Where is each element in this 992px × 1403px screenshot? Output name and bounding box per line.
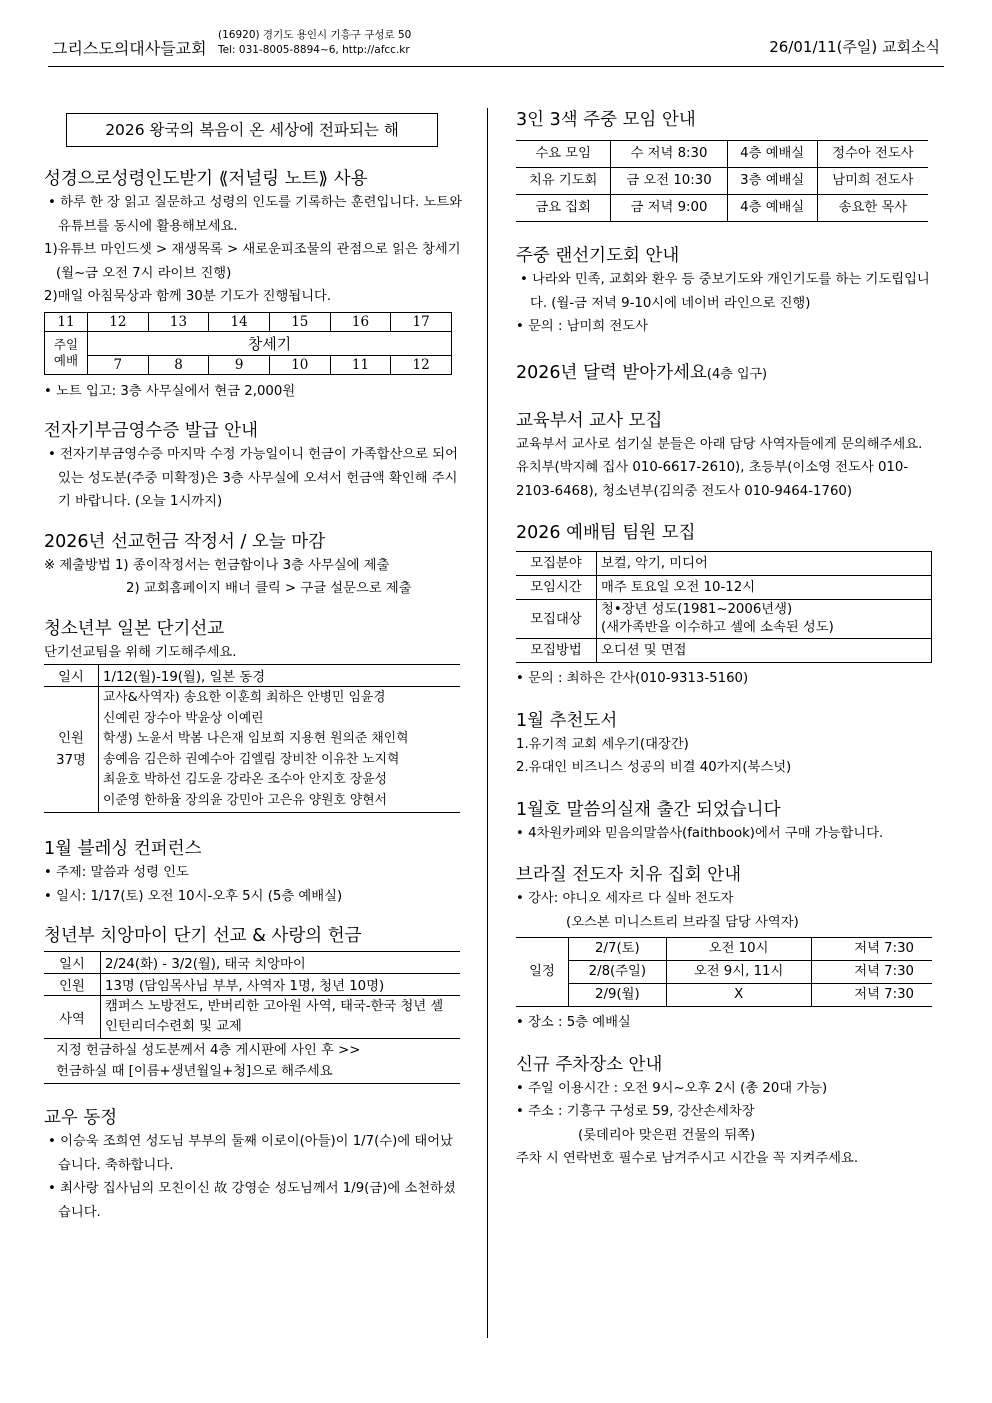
meeting-leader: 남미희 전도사	[817, 168, 928, 195]
books-title: 1월 추천도서	[516, 710, 618, 731]
member-line: 교사&사역자) 송요한 이훈희 최하은 안병민 임윤경	[103, 690, 386, 705]
teachers-title: 교육부서 교사 모집	[516, 410, 663, 431]
meeting-leader: 정수아 전도사	[817, 141, 928, 168]
journaling-line-2: 1)유튜브 마인드셋 > 재생목록 > 새로운피조물의 관점으로 읽은 창세기 (월~금 오전 7시 라이브 진행)	[44, 242, 461, 281]
lantern-prayer-line-2: • 문의 : 남미희 전도사	[516, 319, 648, 334]
chapter-cell: 11	[330, 355, 391, 374]
brazil-evening: 저녁 7:30	[811, 961, 932, 984]
teachers-section	[516, 409, 932, 504]
chiangmai-note-1: 지정 헌금하실 성도분께서 4층 게시판에 사인 후 >>	[56, 1043, 361, 1058]
blessing-title: 1월 블레싱 컨퍼런스	[44, 839, 202, 859]
date-cell: 12	[88, 312, 149, 331]
japan-schedule-value: 1/12(월)-19(월), 일본 동경	[99, 665, 461, 687]
brazil-schedule-row	[516, 938, 932, 961]
blessing-line-2: • 일시: 1/17(토) 오전 10시-오후 5시 (5층 예배실)	[44, 888, 343, 904]
meeting-place: 4층 예배실	[727, 195, 817, 222]
magazine-line-1: • 4차원카페와 믿음의말씀사(faithbook)에서 구매 가능합니다.	[516, 825, 884, 841]
worship-method-label: 모집방법	[516, 639, 597, 663]
blessing-line-1: • 주제: 말씀과 성령 인도	[44, 865, 189, 880]
parking-line-1: • 주일 이용시간 : 오전 9시~오후 2시 (총 20대 가능)	[516, 1080, 828, 1096]
date-cell: 11	[45, 312, 88, 331]
worship-target-line-2: (새가족반을 이수하고 셀에 소속된 성도)	[601, 620, 834, 635]
member-line: 최윤호 박하선 김도윤 강라온 조수아 안지호 장윤성	[103, 772, 388, 787]
receipt-section	[44, 419, 462, 514]
year-theme-banner: 2026 왕국의 복음이 온 세상에 전파되는 해	[66, 113, 438, 147]
meeting-name: 금요 집회	[516, 195, 611, 222]
book-1: 1.유기적 교회 세우기(대장간)	[516, 736, 689, 752]
member-line: 송예음 김은하 권예수아 김엘림 장비찬 이유찬 노지혁	[103, 751, 400, 767]
receipt-title: 전자기부금영수증 발급 안내	[44, 421, 258, 441]
japan-mission-table	[44, 664, 460, 813]
brazil-place: • 장소 : 5층 예배실	[516, 1015, 631, 1030]
church-name: 그리스도의대사들교회	[52, 39, 207, 58]
magazine-title: 1월호 말씀의실재 출간 되었습니다	[516, 799, 781, 820]
brazil-day: 2/8(주일)	[569, 961, 667, 984]
meeting-time: 금 오전 10:30	[611, 168, 727, 195]
mission-pledge-line-2: 2) 교회홈페이지 배너 클릭 > 구글 설문으로 제출	[126, 581, 412, 596]
worship-field-label: 모집분야	[516, 552, 597, 576]
meeting-time: 수 저녁 8:30	[611, 141, 727, 168]
brazil-schedule-table	[516, 937, 932, 1007]
date-cell: 13	[148, 312, 209, 331]
members-news-line-2: • 최사랑 집사님의 모친이신 故 강영순 성도님께서 1/9(금)에 소천하셨습니다.	[48, 1181, 456, 1220]
chiangmai-table	[44, 951, 460, 1084]
worship-team-title: 2026 예배팀 팀원 모집	[516, 523, 696, 543]
meeting-time: 금 저녁 9:00	[611, 195, 727, 222]
teachers-body-2: 유치부(박지혜 집사 010-6617-2610), 초등부(이소영 전도사 010-2103-6468), 청소년부(김의중 전도사 010-9464-1760)	[516, 460, 909, 499]
chapter-cell: 12	[391, 355, 452, 374]
receipt-body: • 전자기부금영수증 마지막 수정 가능일이니 헌금이 가족합산으로 되어 있는 성도분(주중 미확정)은 3층 사무실에 오셔서 헌금액 확인해 주시기 바랍니다. (오늘 1시까지)	[48, 447, 458, 509]
worship-target-line-1: 청•장년 성도(1981~2006년생)	[601, 602, 793, 617]
calendar-title-suffix: (4층 입구)	[706, 366, 768, 382]
meeting-row	[516, 168, 928, 195]
member-line: 이준영 한하율 장의윤 강민아 고은유 양원호 양현서	[103, 792, 388, 808]
journaling-title: 성경으로성령인도받기 ⟪저널링 노트⟫ 사용	[44, 169, 368, 189]
teachers-body-1: 교육부서 교사로 섬기실 분들은 아래 담당 사역자들에게 문의해주세요.	[516, 436, 923, 452]
blessing-section	[44, 837, 462, 908]
journaling-chapters-row	[45, 355, 452, 374]
parking-section	[516, 1053, 932, 1171]
brazil-morning: X	[666, 984, 811, 1007]
meeting-place: 4층 예배실	[727, 141, 817, 168]
journaling-schedule-table	[44, 312, 452, 375]
book-2: 2.유대인 비즈니스 성공의 비결 40가지(북스넛)	[516, 760, 792, 775]
chiangmai-people-label: 인원	[44, 974, 101, 996]
date-cell: 17	[391, 312, 452, 331]
calendar-title-text: 2026년 달력 받아가세요	[516, 362, 707, 383]
chiangmai-people-value: 13명 (담임목사님 부부, 사역자 1명, 청년 10명)	[101, 974, 461, 996]
meeting-row	[516, 195, 928, 222]
mission-pledge-section	[44, 530, 462, 601]
brazil-title: 브라질 전도자 치유 집회 안내	[516, 865, 742, 885]
brazil-day: 2/7(토)	[569, 938, 667, 961]
parking-line-3: (롯데리아 맞은편 건물의 뒤쪽)	[578, 1127, 756, 1143]
japan-schedule-label: 일시	[44, 665, 99, 687]
journaling-section	[44, 167, 462, 403]
parking-title: 신규 주차장소 안내	[516, 1054, 663, 1075]
chiangmai-note-2: 헌금하실 때 [이름+생년월일+청]으로 해주세요	[56, 1064, 333, 1079]
chiangmai-ministry-value: 캠퍼스 노방전도, 반버리한 고아원 사역, 태국-한국 청년 셀인턴리더수련회 및 교제	[101, 996, 461, 1039]
worship-method-value: 오디션 및 면접	[597, 639, 932, 663]
chapter-cell: 10	[269, 355, 330, 374]
members-news-title: 교우 동정	[44, 1108, 118, 1128]
journaling-line-1: • 하루 한 장 읽고 질문하고 성령의 인도를 기록하는 훈련입니다. 노트와 유튜브를 동시에 활용해보세요.	[48, 195, 462, 234]
left-column	[44, 108, 462, 1240]
brazil-schedule-label: 일정	[516, 938, 569, 1007]
brazil-evening: 저녁 7:30	[811, 984, 932, 1007]
column-divider	[487, 108, 488, 1338]
calendar-section	[516, 361, 932, 387]
journaling-dates-row	[45, 312, 452, 331]
chiangmai-section	[44, 924, 462, 1084]
chapter-cell: 8	[148, 355, 209, 374]
chiangmai-offering-note	[44, 1039, 460, 1084]
japan-mission-intro: 단기선교팀을 위해 기도해주세요.	[44, 644, 237, 660]
members-news-section	[44, 1106, 462, 1224]
brazil-evening: 저녁 7:30	[811, 938, 932, 961]
japan-mission-title: 청소년부 일본 단기선교	[44, 618, 225, 639]
parking-line-2: • 주소 : 기흥구 구성로 59, 강산손세차장	[516, 1104, 755, 1119]
church-address: (16920) 경기도 용인시 기흥구 구성로 50	[218, 29, 412, 41]
brazil-morning: 오전 10시	[666, 938, 811, 961]
chiangmai-date-label: 일시	[44, 952, 101, 974]
chiangmai-date-value: 2/24(화) - 3/2(월), 태국 치앙마이	[101, 952, 461, 974]
weekday-meetings-section	[516, 108, 932, 222]
brazil-schedule-row	[516, 961, 932, 984]
lantern-prayer-section	[516, 244, 932, 339]
chiangmai-ministry-label: 사역	[44, 996, 101, 1039]
chapter-cell: 9	[209, 355, 270, 374]
brazil-speaker-role: (오스본 미니스트리 브라질 담당 사역자)	[566, 914, 799, 930]
calendar-title	[516, 361, 932, 387]
mission-pledge-line-1: ※ 제출방법 1) 종이작정서는 헌금함이나 3층 사무실에 제출	[44, 557, 390, 573]
japan-mission-section	[44, 617, 462, 814]
right-column	[516, 108, 932, 1187]
weekday-meetings-title: 3인 3색 주중 모임 안내	[516, 110, 696, 130]
lantern-prayer-title: 주중 랜선기도회 안내	[516, 246, 680, 266]
member-line: 신예린 장수아 박윤상 이예린	[103, 710, 264, 726]
lantern-prayer-line-1: • 나라와 민족, 교회와 환우 등 중보기도와 개인기도를 하는 기도립입니다. (월-금 저녁 9-10시에 네이버 라인으로 진행)	[520, 272, 930, 311]
worship-team-section	[516, 521, 932, 691]
worship-time-label: 모임시간	[516, 576, 597, 600]
chapter-cell: 7	[88, 355, 149, 374]
journaling-line-3: 2)매일 아침묵상과 함께 30분 기도가 진행됩니다.	[44, 289, 332, 304]
worship-team-contact: • 문의 : 최하은 간사(010-9313-5160)	[516, 671, 749, 686]
worship-target-label: 모집대상	[516, 600, 597, 639]
brazil-speaker: • 강사: 야니오 세자르 다 실바 전도자	[516, 891, 734, 906]
bulletin-date-title: 26/01/11(주일) 교회소식	[769, 38, 940, 56]
brazil-schedule-row	[516, 984, 932, 1007]
books-section	[516, 709, 932, 780]
bulletin-header	[48, 26, 944, 67]
members-news-line-1: • 이승욱 조희연 성도님 부부의 둘째 이로이(아들)이 1/7(수)에 태어났습니다. 축하합니다.	[48, 1134, 453, 1173]
sunday-worship-label: 주일 예배	[45, 331, 88, 374]
church-address-block	[218, 28, 411, 58]
member-line: 학생) 노윤서 박봄 나은재 임보희 지용현 원의준 채인혁	[103, 731, 409, 746]
meeting-place: 3층 예배실	[727, 168, 817, 195]
journaling-note: • 노트 입고: 3층 사무실에서 현금 2,000원	[44, 383, 296, 399]
brazil-day: 2/9(월)	[569, 984, 667, 1007]
chiangmai-title: 청년부 치앙마이 단기 선교 & 사랑의 헌금	[44, 926, 362, 946]
japan-members-list	[99, 687, 461, 813]
meeting-leader: 송요한 목사	[817, 195, 928, 222]
worship-time-value: 매주 토요일 오전 10-12시	[597, 576, 932, 600]
worship-field-value: 보컬, 악기, 미디어	[597, 552, 932, 576]
date-cell: 16	[330, 312, 391, 331]
magazine-section	[516, 798, 932, 846]
meeting-name: 치유 기도회	[516, 168, 611, 195]
meeting-row	[516, 141, 928, 168]
date-cell: 15	[269, 312, 330, 331]
parking-line-4: 주차 시 연락번호 필수로 남겨주시고 시간을 꼭 지켜주세요.	[516, 1151, 859, 1166]
date-cell: 14	[209, 312, 270, 331]
brazil-morning: 오전 9시, 11시	[666, 961, 811, 984]
bible-book-name: 창세기	[88, 331, 452, 355]
church-contact: Tel: 031-8005-8894~6, http://afcc.kr	[218, 44, 410, 56]
mission-pledge-title: 2026년 선교헌금 작정서 / 오늘 마감	[44, 531, 326, 552]
weekday-meetings-table	[516, 140, 928, 222]
japan-members-label: 인원 37명	[44, 687, 99, 813]
worship-team-table	[516, 551, 932, 663]
brazil-section	[516, 863, 932, 1035]
meeting-name: 수요 모임	[516, 141, 611, 168]
worship-target-value	[597, 600, 932, 639]
